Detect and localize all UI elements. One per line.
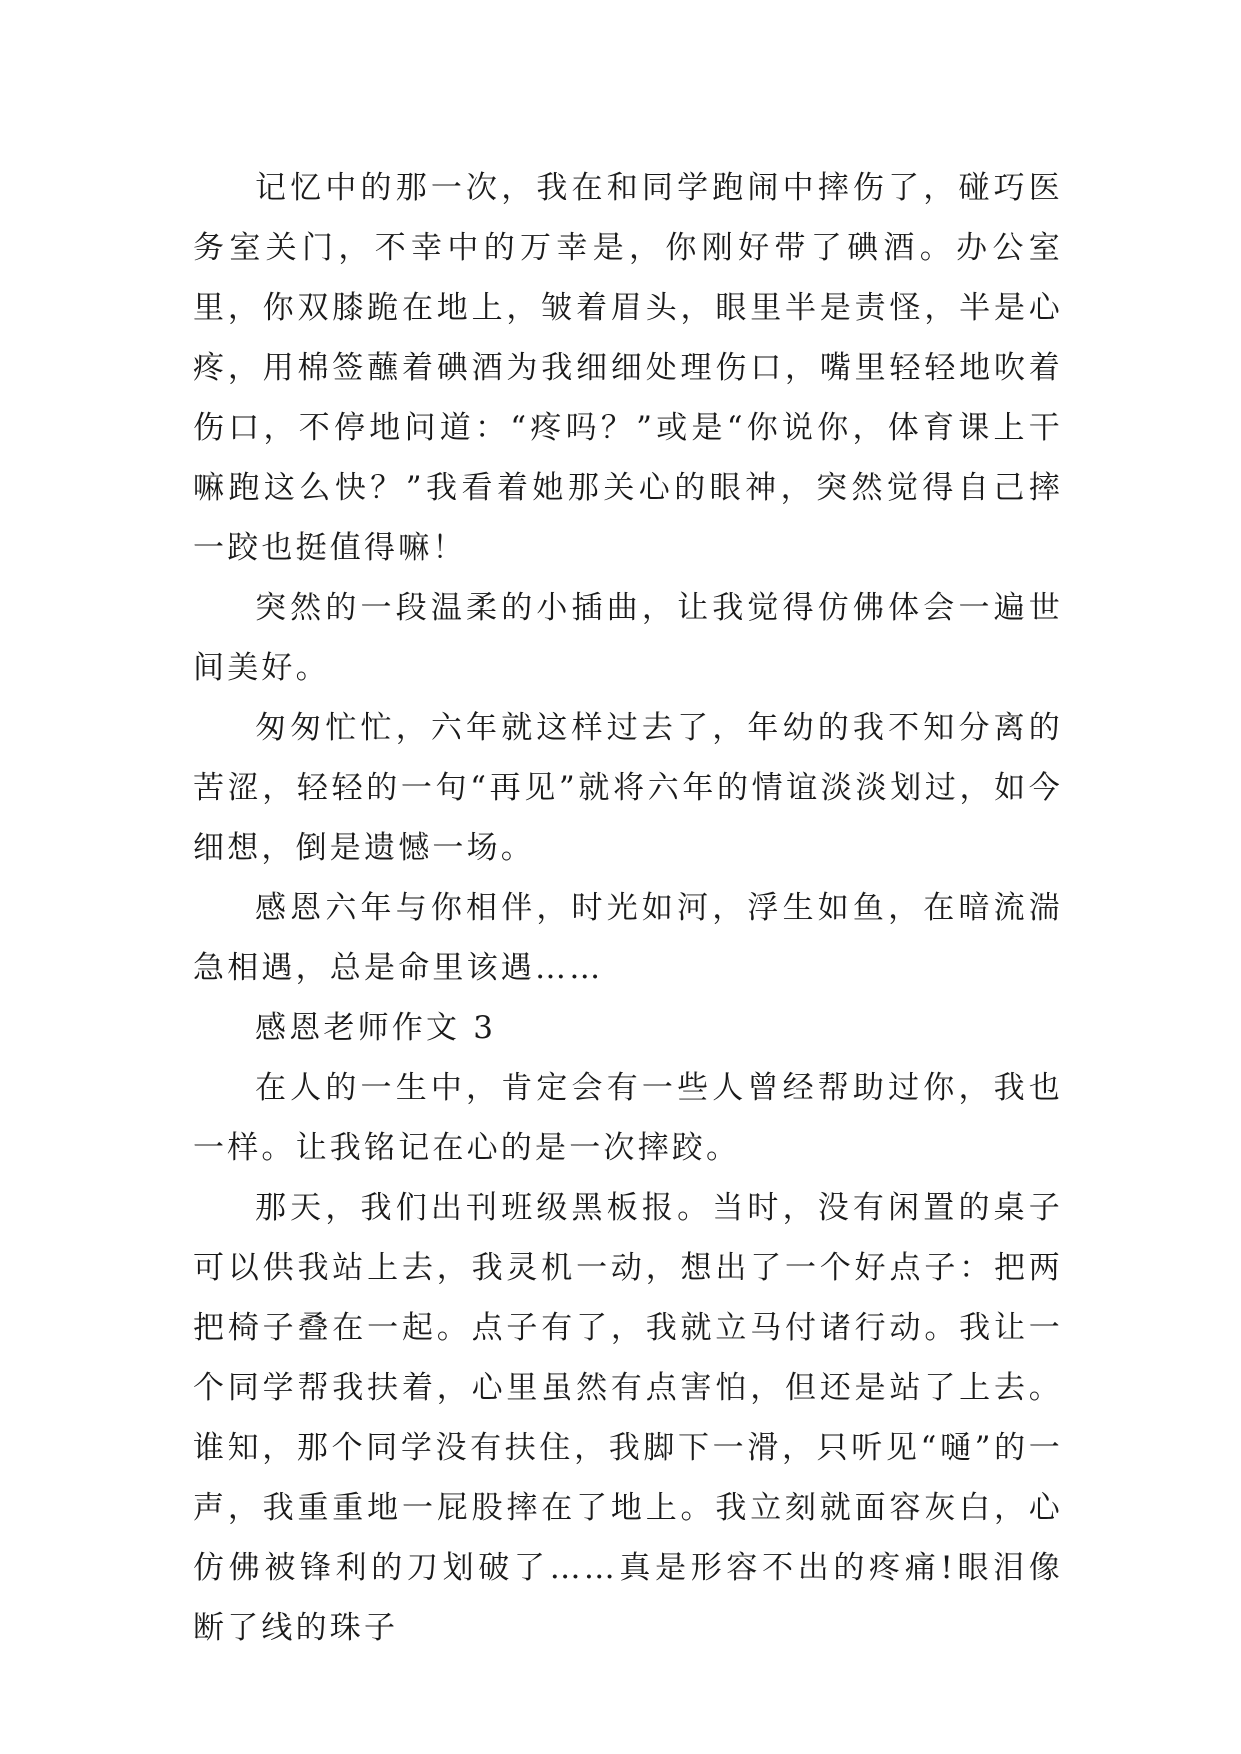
paragraph-intro: 在人的一生中，肯定会有一些人曾经帮助过你，我也一样。让我铭记在心的是一次摔跤。 — [193, 1070, 1063, 1166]
paragraph-six-years: 匆匆忙忙，六年就这样过去了，年幼的我不知分离的苦涩，轻轻的一句“再见”就将六年的情谊淡淡划过，如今细想，倒是遗憾一场。 — [193, 710, 1063, 866]
paragraph-memory: 记忆中的那一次，我在和同学跑闹中摔伤了，碰巧医务室关门，不幸中的万幸是，你刚好带了碘酒。办公室里，你双膝跪在地上，皱着眉头，眼里半是责怪，半是心疼，用棉签蘸着碘酒为我细细处理伤口，嘴里轻轻地吹着伤口，不停地问道：“疼吗？”或是“你说你，体育课上干嘛跑这么快？”我看着她那关心的眼神，突然觉得自己摔一跤也挺值得嘛！ — [193, 170, 1063, 566]
paragraph-blackboard: 那天，我们出刊班级黑板报。当时，没有闲置的桌子可以供我站上去，我灵机一动，想出了一个好点子：把两把椅子叠在一起。点子有了，我就立马付诸行动。我让一个同学帮我扶着，心里虽然有点害怕，但还是站了上去。谁知，那个同学没有扶住，我脚下一滑，只听见“嗵”的一声，我重重地一屁股摔在了地上。我立刻就面容灰白，心仿佛被锋利的刀划破了……真是形容不出的疼痛!眼泪像断了线的珠子 — [193, 1190, 1063, 1646]
paragraph-gratitude: 感恩六年与你相伴，时光如河，浮生如鱼，在暗流湍急相遇，总是命里该遇…… — [193, 890, 1063, 986]
paragraph-interlude: 突然的一段温柔的小插曲，让我觉得仿佛体会一遍世间美好。 — [193, 590, 1063, 686]
section-heading: 感恩老师作文 3 — [255, 1010, 497, 1046]
document-body — [193, 158, 1063, 1658]
